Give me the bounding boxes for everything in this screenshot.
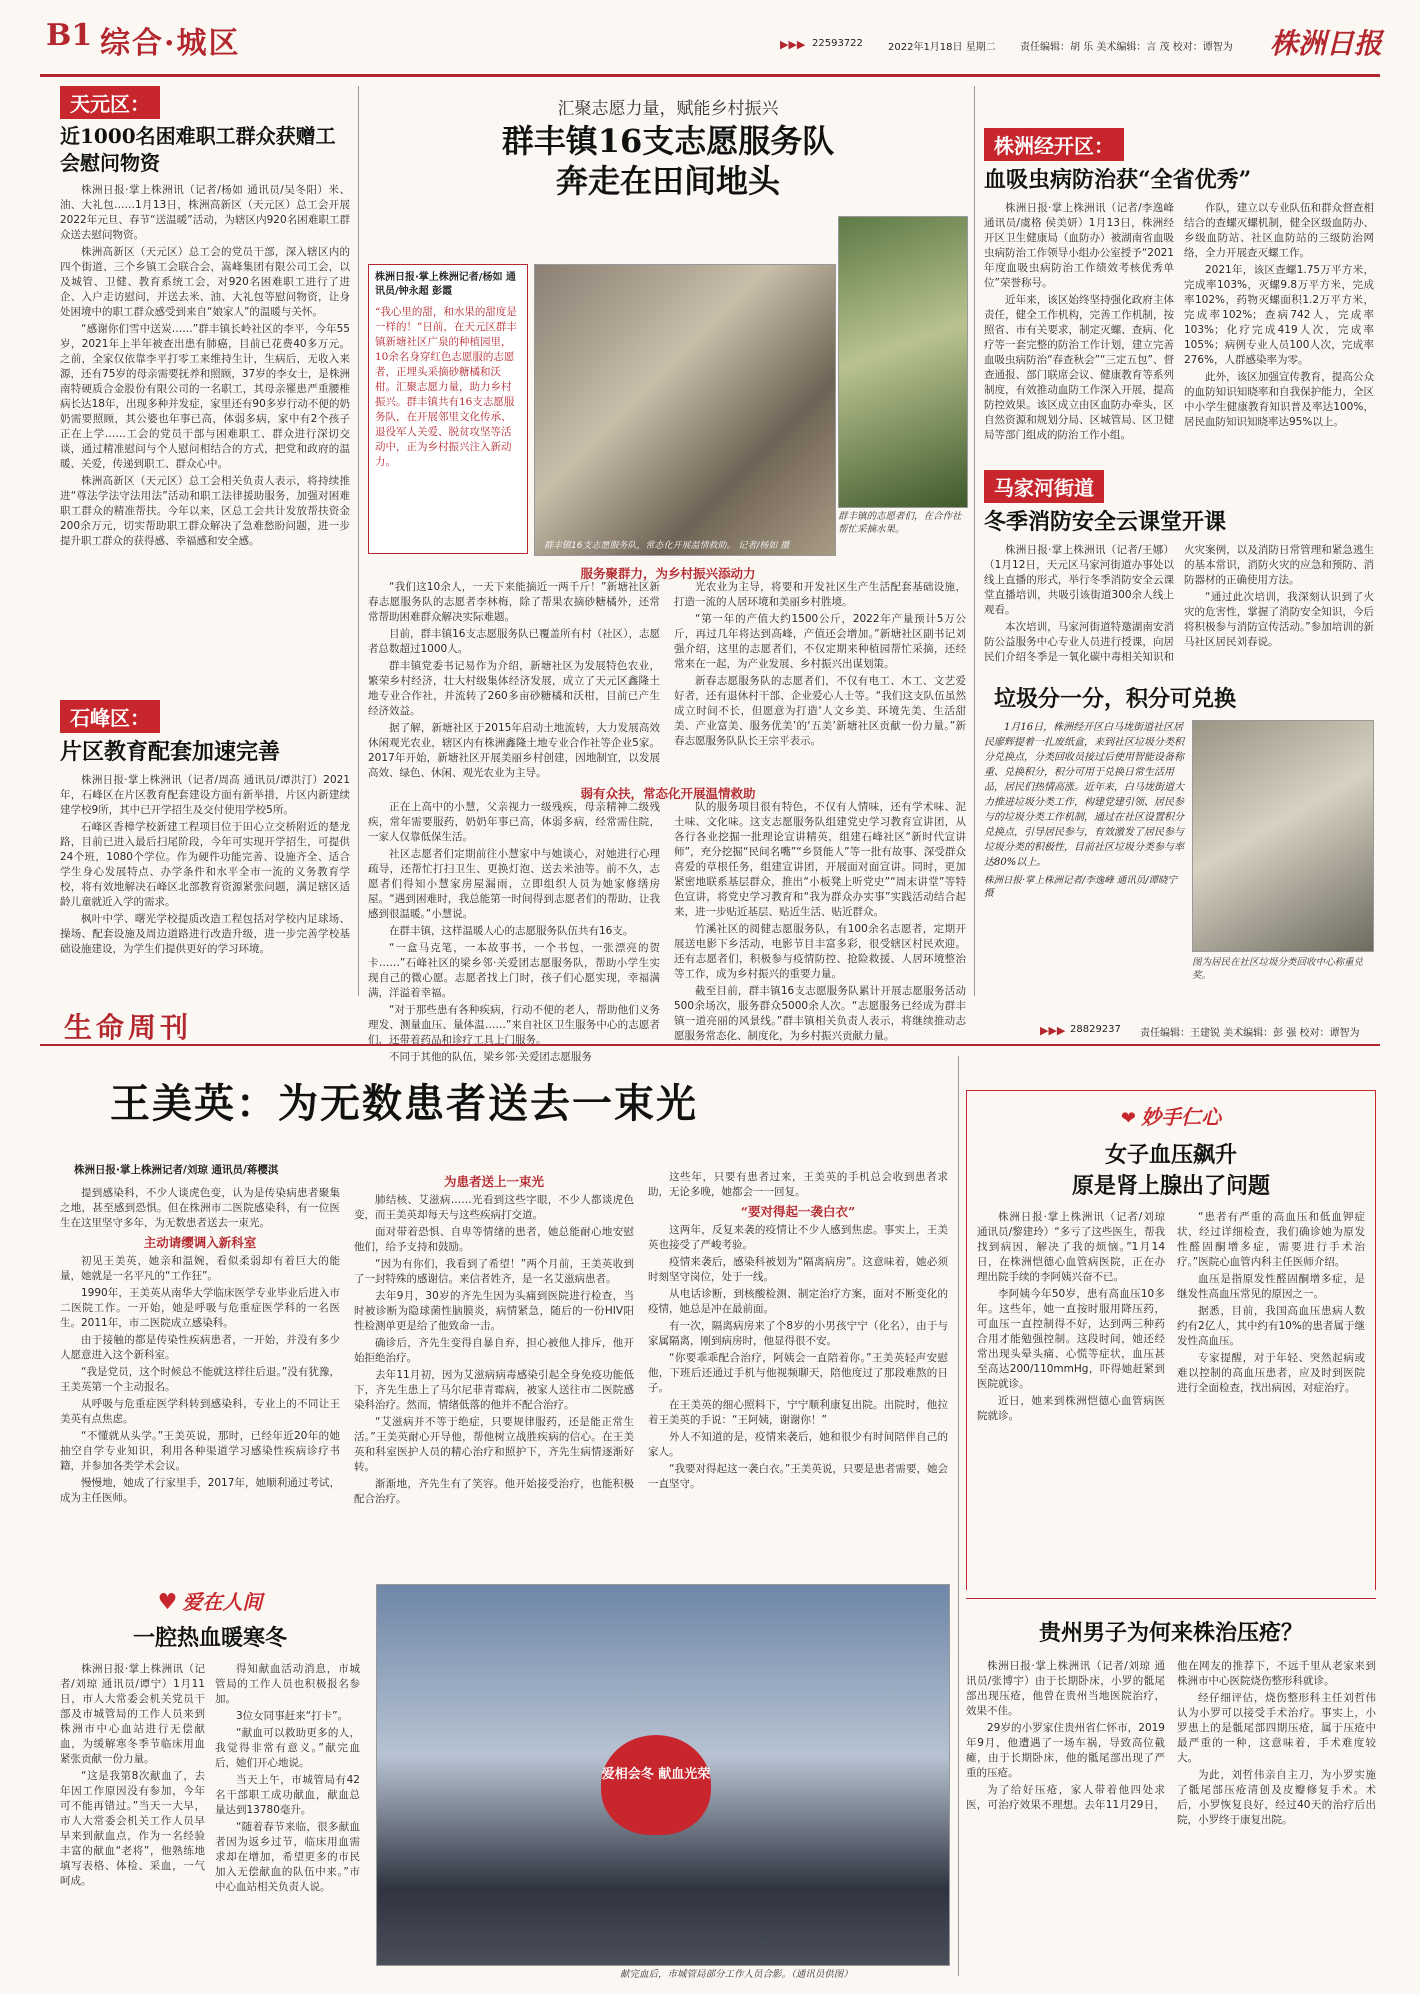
feature-col1-p2: 目前，群丰镇16支志愿服务队已覆盖所有村（社区），志愿者总数超过1000人。 <box>368 628 660 655</box>
kaifaqu-p1: 株洲日报·掌上株洲讯（记者/李逸峰 通讯员/虞格 侯美妍）1月13日，株洲经开区卫生健康局（血防办）被湖南省血吸虫病防治工作领导小组办公室授予“2021年度血吸虫病防治工作绩效考核优秀单位”荣誉称号。 <box>984 202 1174 289</box>
masthead-code: 22593722 <box>812 38 863 49</box>
section-title: 综合·城区 <box>100 26 241 61</box>
guizhou-p3: 为了给好压疮，家人带着他四处求医，可治疗效果不理想。去年11月29日，他在网友的推荐下，不远千里从老家来到株洲市中心医院烧伤整形科就诊。 <box>966 1660 1376 1811</box>
wang-col2-p4: 去年9月，30岁的齐先生因为头痛到医院进行检查，当时被诊断为隐球菌性脑膜炎，病情紧急，随后的一份HIV阳性检测单更是给了他致命一击。 <box>354 1290 634 1332</box>
majiahe-headline: 冬季消防安全云课堂开课 <box>984 509 1227 535</box>
wang-col3-b2: 疫情来袭后，感染科被划为“隔离病房”。这意味着，她必须时刻坚守岗位，处于一线。 <box>648 1256 948 1283</box>
blood-p1: 株洲日报·掌上株洲讯（记者/刘琼 通讯员/谭宁）1月11日，市人大常委会机关党员干部及市城管局的工作人员来到株洲市中心血站进行无偿献血，为缓解寒冬季节临床用血紧张贡献一份力量。 <box>60 1663 205 1765</box>
wang-col2-p8: 渐渐地，齐先生有了笑容。他开始接受治疗，也能积极配合治疗。 <box>354 1478 634 1505</box>
majiahe-p2: 本次培训，马家河街道特邀湖南安消防公益服务中心专业人员进行授课，向居民们介绍冬季是一氧化碳中毒相关知识和火灾案例，以及消防日常管理和紧急逃生的基本常识，消防火灾的应急和预防、消防器材的正确使用方法。 <box>984 544 1374 663</box>
feature-headline-1: 群丰镇16支志愿服务队 <box>501 122 835 160</box>
shifeng-article <box>60 700 350 959</box>
feature-col-3 <box>368 800 660 1063</box>
wang-col1-subhead: 主动请缨调入新科室 <box>143 1235 257 1250</box>
tianyuan-p1: 株洲日报·掌上株洲讯（记者/杨如 通讯员/吴冬阳）米、油、大礼包……1月13日，株洲高新区（天元区）总工会开展2022年元旦、春节“送温暖”活动，为辖区内920名困难职工群众送去慰问物资。 <box>60 184 350 241</box>
feature-photo-caption-2: 群丰镇的志愿者们，在合作社帮忙采摘水果。 <box>838 511 962 535</box>
shifeng-headline: 片区教育配套加速完善 <box>60 739 281 765</box>
feature-col1-p4: 据了解，新塘社区于2015年启动土地流转，大力发展高效休闲观光农业，辖区内有株洲鑫隆土地专业合作社等企业5家。2017年开始，新塘社区开展美丽乡村创建，因地制宜，以发展高效、绿色、休闲、观光农业为主导。 <box>368 722 660 779</box>
shifeng-p1: 株洲日报·掌上株洲讯（记者/周高 通讯员/谭洪汀）2021年，石峰区在片区教育配套建设方面有新举措，片区内新建续建学校9所，其中已开学招生及交付使用学校5所。 <box>60 774 350 816</box>
feature-subhead-1: 服务聚群力，为乡村振兴添动力 <box>580 566 756 581</box>
wang-col3-b1: 这两年，反复来袭的疫情让不少人感到焦虑。事实上，王美英也接受了严峻考验。 <box>648 1224 948 1251</box>
majiahe-article <box>984 470 1374 680</box>
masthead <box>0 0 1420 78</box>
garbage-headline: 垃圾分一分，积分可兑换 <box>994 686 1237 712</box>
guizhou-headline: 贵州男子为何来株治压疮？ <box>1038 1620 1303 1646</box>
life-code: 28829237 <box>1070 1024 1121 1035</box>
miaoshou-headline-1: 女子血压飙升 <box>1104 1142 1237 1168</box>
kaifaqu-tag: 株洲经开区： <box>984 128 1124 161</box>
wang-col2-p2: 面对带着恐惧、自卑等情绪的患者，她总能耐心地安慰他们，给予支持和鼓励。 <box>354 1226 634 1253</box>
wang-col3-b4: 有一次，隔离病房来了个8岁的小男孩宁宁（化名），由于与家属隔离，刚到病房时，他显得很不安。 <box>648 1320 948 1347</box>
guizhou-article <box>966 1598 1376 1978</box>
kaifaqu-p2: 近年来，该区始终坚持强化政府主体责任，健全工作机构，完善工作机制，按照省、市有关要求，制定灭螺、查病、化疗等一套完整的防治工作计划，建立完善血吸虫病防治“春查秋会”“三定五包”、督查通报、部门联席会议、健康教育等系列制度，有效推动血防工作深入开展，提高防控效果。该区成立由区血防办牵头，区自然资源和规划分局、区城管局、区卫健局等部门组成的防治工作小组。 <box>984 294 1174 441</box>
life-section-title: 生命周刊 <box>64 1011 193 1044</box>
miaoshou-p6: 据悉，目前，我国高血压患病人数约有2亿人，其中约有10%的患者属于继发性高血压。 <box>1177 1305 1365 1347</box>
majiahe-p3: “通过此次培训，我深刻认识到了火灾的危害性，掌握了消防安全知识，今后将积极参与消防宣传活动。”参加培训的新马社区居民刘春说。 <box>1184 591 1374 648</box>
feature-col-4 <box>674 800 966 1042</box>
feature-col2-p3: 新春志愿服务队的志愿者们，不仅有电工、木工、文艺爱好者，还有退休村干部、企业爱心人士等。“我们这支队伍虽然成立时间不长，但愿意为打造‘人文乡美、环境先美、生活甜美、产业富美、服务优美’的‘五美’新塘社区贡献一份力量。”新春志愿服务队队长王宗平表示。 <box>674 675 966 747</box>
tianyuan-headline: 近1000名困难职工群众获赠工会慰问物资 <box>60 124 336 175</box>
feature-col2-p1: 光农业为主导，将要和开发社区生产生活配套基础设施，打造一流的人居环境和美丽乡村胜境。 <box>674 581 966 608</box>
wang-col3-b5: “你要乖乖配合治疗，阿姨会一直陪着你。”王美英轻声安慰他，下班后还通过手机与他视频聊天，陪他度过了那段难熬的日子。 <box>648 1352 948 1394</box>
life-banner-rule <box>40 1044 1380 1046</box>
masthead-rule <box>40 74 1380 77</box>
blood-article <box>60 1580 360 1980</box>
blood-p7: “随着春节来临，很多献血者因为返乡过节，临床用血需求却在增加，希望更多的市民加入无偿献血的队伍中来。”市中心血站相关负责人说。 <box>215 1821 360 1893</box>
page-number: B1 <box>46 18 93 53</box>
blood-logo <box>60 1586 360 1615</box>
kaifaqu-body <box>984 201 1374 461</box>
kaifaqu-article <box>984 128 1374 468</box>
blood-p4: 3位女同事赶来“打卡”。 <box>236 1710 349 1722</box>
blood-body <box>60 1662 360 1962</box>
wang-col3-b6: 在王美英的细心照料下，宁宁顺利康复出院。出院时，他拉着王美英的手说：“王阿姨，谢谢你！” <box>648 1399 948 1426</box>
feature-col-2 <box>674 580 966 751</box>
wang-col3-b8: “我要对得起这一袭白衣。”王美英说，只要是患者需要，她会一直坚守。 <box>648 1463 948 1490</box>
wang-col1-p7: 慢慢地，她成了行家里手，2017年，她顺利通过考试，成为主任医师。 <box>60 1477 340 1504</box>
life-arrow-icon: ▶▶▶ <box>1040 1024 1066 1037</box>
miaoshou-p7: 专家提醒，对于年轻、突然起病或难以控制的高血压患者，应及时到医院进行全面检查，找出病因，对症治疗。 <box>1177 1352 1365 1394</box>
masthead-editor: 责任编辑：胡 乐 美术编辑：言 茂 校对：谭智为 <box>1020 42 1233 53</box>
tianyuan-p2: 株洲高新区（天元区）总工会的党员干部，深入辖区内的四个街道、三个乡镇工会联合会，嵩峰集团有限公司工会，以及城管、卫健、教育系统工会，对920名困难职工进行了进企、入户走访慰问，并送去米、油、大礼包等慰问物资，让身处困境中的职工群众感受到来自“娘家人”的温暖与关怀。 <box>60 246 350 318</box>
wang-col-3 <box>648 1170 948 1576</box>
garbage-credit: 株洲日报·掌上株洲记者/李逸峰 通讯员/谭晓宁 摄 <box>984 875 1177 899</box>
wang-col2-p5: 确诊后，齐先生变得自暴自弃，担心被他人排斥，他开始拒绝治疗。 <box>354 1337 634 1364</box>
wang-col2-p1: 肺结核、艾滋病……光看到这些字眼，不少人都谈虎色变，而王美英却每天与这些疾病打交道。 <box>354 1194 634 1221</box>
wang-col3-p1: 这些年，只要有患者过来，王美英的手机总会收到患者求助，无论多晚，她都会一一回复。 <box>648 1171 948 1198</box>
garbage-caption: 图为居民在社区垃圾分类回收中心称重兑奖。 <box>1192 957 1364 981</box>
miaoshou-p1: 株洲日报·掌上株洲讯（记者/刘琼 通讯员/黎建玲）“多亏了这些医生，帮我找到病因，解决了我的烦恼。”1月14日，在株洲恺德心血管病医院，正在办理出院手续的李阿姨兴奋不已。 <box>977 1211 1165 1283</box>
miaoshou-p3: 近日，她来到株洲恺德心血管病医院就诊。 <box>977 1395 1165 1422</box>
blood-p5: “献血可以救助更多的人，我觉得非常有意义。”献完血后，她们开心地说。 <box>215 1727 360 1769</box>
garbage-photo <box>1192 720 1374 952</box>
wang-col-2 <box>354 1170 634 1576</box>
life-editor: 责任编辑：王建锐 美术编辑：彭 强 校对：谭智为 <box>1140 1028 1360 1039</box>
guizhou-p2: 29岁的小罗家住贵州省仁怀市，2019年9月，他遭遇了一场车祸，导致高位截瘫，由于长期卧床，他的骶尾部出现了严重的压疮。 <box>966 1722 1165 1779</box>
wang-col1-p6: “不懂就从头学。”王美英说，那时，已经年近20年的她抽空自学专业知识，利用各种渠道学习感染性疾病诊疗书籍，并参加各类学术会议。 <box>60 1430 340 1472</box>
kaifaqu-p4: 2021年，该区查螺1.75万平方米，完成率103%，灭螺9.8万平方米，完成率102%，药物灭螺面积1.2万平方米，完成率102%；查病742人，完成率103%；化疗完成419人次，完成率105%；病例专业人员100人次，完成率276%，人群感染率为零。 <box>1184 264 1374 366</box>
wang-col-1 <box>60 1186 340 1576</box>
kaifaqu-headline: 血吸虫病防治获“全省优秀” <box>984 167 1252 193</box>
miaoshou-body <box>977 1210 1365 1570</box>
paper-logo: 株洲日报 <box>1270 27 1383 60</box>
feature-photo-side <box>838 216 968 508</box>
guizhou-rule <box>966 1598 1376 1599</box>
blood-p2: “这是我第8次献血了，去年因工作原因没有参加，今年可不能再错过。”当天一大早，市人大常委会机关工作人员早早来到献血点，作为一名经验丰富的献血“老将”，他熟练地填写表格、体检、采血，一气呵成。 <box>60 1770 205 1887</box>
miaoshou-headline-2: 原是肾上腺出了问题 <box>1071 1173 1270 1199</box>
miaoshou-article <box>966 1090 1376 1590</box>
wang-col3-subhead: “要对得起一袭白衣” <box>740 1204 856 1219</box>
wang-headline: 王美英：为无数患者送去一束光 <box>110 1080 698 1127</box>
tianyuan-p4: 株洲高新区（天元区）总工会相关负责人表示，将持续推进“尊法学法守法用法”活动和职工法律援助服务，加强对困难职工群众的精准帮扶。今年以来，区总工会共计发放帮扶资金200余万元，切实帮助职工群众解决了急难愁盼问题，进一步提升职工群众的获得感、幸福感和安全感。 <box>60 475 350 547</box>
feature-col1-p3: 群丰镇党委书记易作为介绍，新塘社区为发展特色农业，繁荣乡村经济，壮大村级集体经济发展，成立了天元区鑫隆土地专业合作社，并流转了260多亩砂糖橘和沃柑，目前已产生经济效益。 <box>368 660 660 717</box>
miaoshou-logo <box>977 1101 1365 1130</box>
tianyuan-body <box>60 183 350 549</box>
life-banner <box>40 1002 1380 1048</box>
feature-byline: 株洲日报·掌上株洲记者/杨如 通讯员/钟永超 彭霞 <box>375 272 516 297</box>
feature-col4-p2: 竹溪社区的阅健志愿服务队，有100余名志愿者，定期开展送电影下乡活动，电影节目丰富多彩，很受辖区村民欢迎。还有志愿者们，积极参与疫情防控、抢险救援、人居环境整治等工作，成为乡村振兴的重要力量。 <box>674 923 966 980</box>
blood-p6: 当天上午，市城管局有42名干部职工成功献血，献血总量达到13780毫升。 <box>215 1774 360 1816</box>
tianyuan-article <box>60 86 350 551</box>
blood-p3: 得知献血活动消息，市城管局的工作人员也积极报名参加。 <box>215 1663 360 1705</box>
feature-col3-p4: “一盒马克笔，一本故事书，一个书包，一张漂亮的贺卡……”石峰社区的梁乡邻·关爱团志愿服务队，帮助小学生实现自己的微心愿。志愿者找上门时，孩子们心愿实现，幸福满满，洋溢着幸福。 <box>368 942 660 999</box>
miaoshou-logo-text: 妙手仁心 <box>1141 1105 1222 1129</box>
column-divider-right <box>974 86 975 996</box>
blood-headline: 一腔热血暖寒冬 <box>132 1625 287 1651</box>
feature-kicker: 汇聚志愿力量，赋能乡村振兴 <box>557 99 779 119</box>
kaifaqu-p3: 作队，建立以专业队伍和群众督查相结合的查螺灭螺机制，健全区级血防办、乡级血防站、社区血防站的三级防治网络，全力开展查灭螺工作。 <box>1184 202 1374 259</box>
heart-badge-icon: ❤ <box>1120 1108 1136 1129</box>
feature-headline-2: 奔走在田间地头 <box>555 162 780 200</box>
wang-col1-p2: 1990年，王美英从南华大学临床医学专业毕业后进入市二医院工作。一开始，她是呼吸与危重症医学科的一名医生。2011年，市二医院成立感染科。 <box>60 1287 340 1329</box>
wang-col1-p1: 初见王美英，她亲和温婉，看似柔弱却有着巨大的能量，她就是一名平凡的“工作狂”。 <box>60 1255 340 1282</box>
blood-banner: 爱相会冬 献血光荣 <box>601 1735 711 1835</box>
garbage-article <box>984 684 1374 994</box>
wang-col1-p3: 由于接触的都是传染性疾病患者，一开始，并没有多少人愿意进入这个新科室。 <box>60 1334 340 1361</box>
wang-col2-p3: “因为有你们，我看到了希望！”两个月前，王美英收到了一封特殊的感谢信。来信者姓齐，是一名艾滋病患者。 <box>354 1258 634 1285</box>
wang-col1-p4: “我是党员，这个时候总不能就这样往后退。”没有犹豫，王美英第一个主动报名。 <box>60 1366 340 1393</box>
guizhou-p5: 为此，刘哲伟亲自主刀，为小罗实施了骶尾部压疮清创及皮瓣修复手术。术后，小罗恢复良好，经过40天的治疗后出院，小罗终于康复出院。 <box>1177 1769 1376 1826</box>
feature-intro: “我心里的甜，和水果的甜度是一样的！”日前，在天元区群丰镇新塘社区广泉的种植园里，10余名身穿红色志愿服的志愿者，正埋头采摘砂糖橘和沃柑。汇聚志愿力量，助力乡村振兴。群丰镇共有16支志愿服务队，在开展邻里文化传承、退役军人关爱、脱贫攻坚等活动中，正为乡村振兴注入新动力。 <box>375 306 517 468</box>
feature-col3-p3: 在群丰镇，这样温暖人心的志愿服务队伍共有16支。 <box>389 925 634 937</box>
shifeng-tag: 石峰区： <box>60 700 160 733</box>
feature-intro-box <box>368 264 528 554</box>
wang-col1-p5: 从呼吸与危重症医学科转到感染科，专业上的不同让王美英有点焦虑。 <box>60 1398 340 1425</box>
feature-col1-p1: “我们这10余人，一天下来能摘近一两千斤！”新塘社区新春志愿服务队的志愿者李林梅，除了帮果农摘砂糖橘外，还常常帮助困难群众解决实际难题。 <box>368 581 660 623</box>
column-divider-left <box>358 86 359 996</box>
guizhou-body <box>966 1659 1376 1959</box>
blood-photo <box>376 1584 950 1966</box>
masthead-arrow-icon: ▶▶▶ <box>780 38 806 51</box>
tianyuan-p3: “感谢你们雪中送炭……”群丰镇长岭社区的李平，今年55岁，2021年上半年被查出患有肺癌，目前已花费40多万元。之前，全家仅依靠李平打零工来维持生计，生病后，无收入来源，还有75岁的母亲需要抚养和照顾，37岁的李女士，是株洲南特硬质合金股份有限公司的一名职工，其母亲罹患严重腰椎病长达18年，出现多种并发症，家里还有90多岁行动不便的奶奶需要照顾，其公婆也年事已高，体弱多病，家中有2个孩子正在上学……工会的党员干部与困难职工、群众进行深切交谈，通过精准慰问与个人慰问相结合的方式，把党和政府的温暖、关爱，传递到职工、群众心中。 <box>60 323 350 470</box>
shifeng-p3: 枫叶中学、曙光学校提质改造工程包括对学校内足球场、操场、配套设施及周边道路进行改造升级，进一步完善学校基础设施建设，为学生们提供更好的学习环境。 <box>60 913 350 955</box>
feature-col3-p2: 社区志愿者们定期前往小慧家中与她谈心，对她进行心理疏导，还帮忙打扫卫生、更换灯泡、送去米油等。前不久，志愿者们得知小慧家房屋漏雨，立即组织人员为她家修缮房屋。“遇到困难时，我总能第一时间得到志愿者们的帮助，让我感到很温暖。”小慧说。 <box>368 848 660 920</box>
blood-logo-text: 爱在人间 <box>182 1590 263 1614</box>
shifeng-p2: 石峰区香樟学校新建工程项目位于田心立交桥附近的楚龙路，目前已进入最后扫尾阶段，今年可实现开学招生，可提供24个班，1080个学位。作为硬件功能完善、设施齐全、适合学生身心发展特点、办学条件和水平全市一流的义务教育学校，将有效地解决石峰区北部教育资源紧张问题，满足辖区适龄儿童就近入学的需求。 <box>60 821 350 908</box>
feature-col-1 <box>368 580 660 783</box>
wang-col2-p7: “艾滋病并不等于绝症，只要规律服药，还是能正常生活。”王美英耐心开导他，帮他树立战胜疾病的信心。在王美英和科室医护人员的精心治疗和照护下，齐先生病情逐渐好转。 <box>354 1416 634 1473</box>
feature-col3-p1: 正在上高中的小慧，父亲视力一级残疾，母亲精神二级残疾，常年需要服药，奶奶年事已高，体弱多病，经常需住院，一家人仅靠低保生活。 <box>368 801 660 843</box>
majiahe-body <box>984 543 1374 683</box>
feature-col4-p1: 队的服务项目很有特色，不仅有人情味，还有学术味、泥土味、文化味。这支志愿服务队组建党史学习教育宣讲团，从各行各业挖掘一批理论宣讲精英，组建石峰社区“新时代宣讲师”，充分挖掘“民间名嘴”“乡贤能人”等一批有故事、深受群众喜爱的草根任务，组建宣讲团，开展面对面宣讲。同时，更加紧密地联系基层群众，推出“小板凳上听党史”“周末讲堂”等特色宣讲，将党史学习教育和“我为群众办实事”实践活动结合起来，进一步贴近基层、贴近生活、贴近群众。 <box>674 801 966 918</box>
guizhou-p4: 经仔细评估，烧伤整形科主任刘哲伟认为小罗可以接受手术治疗。事实上，小罗患上的是骶尾部四期压疮，属于压疮中最严重的一种，这意味着，手术难度较大。 <box>1177 1692 1376 1764</box>
column-divider-lower <box>958 1056 959 1976</box>
feature-photo-main <box>534 264 836 556</box>
majiahe-p1: 株洲日报·掌上株洲讯（记者/王娜）（1月12日，天元区马家河街道办事处以线上直播的形式，举行冬季消防安全云课堂直播培训，共吸引该街道300余人线上观看。 <box>984 544 1174 616</box>
wang-col2-subhead: 为患者送上一束光 <box>443 1174 544 1189</box>
shifeng-body <box>60 773 350 957</box>
feature-col3-p6: 不同于其他的队伍，梁乡邻·关爱团志愿服务 <box>389 1051 592 1063</box>
garbage-text <box>984 720 1184 990</box>
wang-col1-intro: 提到感染科，不少人谈虎色变，认为是传染病患者聚集之地，甚至感到恐惧。但在株洲市二医院感染科，有一位医生在这里坚守多年，为无数患者送去一束光。 <box>60 1187 340 1229</box>
wang-byline: 株洲日报·掌上株洲记者/刘琼 通讯员/蒋樱淇 <box>74 1164 279 1176</box>
feature-col2-p2: “第一年的产值大约1500公斤，2022年产量预计5万公斤，再过几年将达到高峰，产值还会增加。”新塘社区副书记刘强介绍，这里的志愿者们，不仅定期来种植园帮忙采摘，还经常来在一起，为产业发展、乡村振兴出谋划策。 <box>674 613 966 670</box>
wang-article <box>60 1056 950 1576</box>
feature-photo-caption-1: 群丰镇16支志愿服务队，常态化开展温情救助。 记者/杨如 摄 <box>544 541 790 551</box>
majiahe-tag: 马家河街道 <box>984 470 1104 503</box>
tianyuan-tag: 天元区： <box>60 86 160 119</box>
wang-col3-b3: 从电话诊断，到核酸检测、制定治疗方案，面对不断变化的疫情，她总是冲在最前面。 <box>648 1288 948 1315</box>
garbage-body: 1月16日，株洲经开区白马垅街道社区居民廖辉提着一扎废纸盒，来到社区垃圾分类积分兑换点，分类回收员接过后使用智能设备称重、兑换积分，积分可用于兑换日常生活用品，居民们热情高涨。近年来，白马垅街道大力推进垃圾分类工作，构建党建引领、居民参与的垃圾分类工作机制，通过在社区设置积分兑换点，引导居民参与，有效激发了居民参与垃圾分类的积极性，目前社区垃圾分类参与率达80%以上。 <box>984 722 1184 868</box>
miaoshou-p4: “患者有严重的高血压和低血钾症状，经过详细检查，我们确诊她为原发性醛固酮增多症，需要进行手术治疗。”医院心血管内科主任医师介绍。 <box>1177 1211 1365 1268</box>
masthead-date: 2022年1月18日 星期二 <box>888 42 996 53</box>
miaoshou-p2: 李阿姨今年50岁，患有高血压10多年。这些年，她一直按时服用降压药，可血压一直控制得不好，达到两三种药合用才能勉强控制。这段时间，她还经常出现头晕头痛、心慌等症状，血压甚至高达200/110mmHg，吓得她赶紧到医院就诊。 <box>977 1288 1165 1390</box>
feature-article <box>368 86 968 1063</box>
feature-col3-p5: “对于那些患有各种疾病，行动不便的老人，帮助他们义务理发、测量血压、量体温……”来自社区卫生服务中心的志愿者们，还带着药品和诊疗工具上门服务。 <box>368 1004 660 1046</box>
blood-photo-caption: 献完血后，市城管局部分工作人员合影。（通讯员供图） <box>620 1969 853 1980</box>
wang-col2-p6: 去年11月初，因为艾滋病病毒感染引起全身免疫功能低下，齐先生患上了马尔尼菲青霉病，被家人送往市二医院感染科治疗。然而，情绪低落的他并不配合治疗。 <box>354 1369 634 1411</box>
feature-subhead-2: 弱有众扶，常态化开展温情救助 <box>580 786 756 801</box>
heart-icon: ♥ <box>157 1590 178 1615</box>
guizhou-p1: 株洲日报·掌上株洲讯（记者/刘琼 通讯员/张博宇）由于长期卧床，小罗的骶尾部出现压疮，他曾在贵州当地医院治疗，效果不佳。 <box>966 1660 1165 1717</box>
miaoshou-p5: 血压是指原发性醛固酮增多症，是继发性高血压常见的原因之一。 <box>1177 1273 1365 1300</box>
kaifaqu-p5: 此外，该区加强宣传教育，提高公众的血防知识知晓率和自我保护能力，全区中小学生健康教育知识普及率达100%，居民血防知识知晓率达95%以上。 <box>1184 371 1374 428</box>
feature-col4-p3: 截至目前，群丰镇16支志愿服务队累计开展志愿服务活动500余场次，服务群众5000余人次。“志愿服务已经成为群丰镇一道亮丽的风景线。”群丰镇相关负责人表示，将继续推动志愿服务常态化、制度化，为乡村振兴贡献力量。 <box>674 985 966 1042</box>
wang-col3-b7: 外人不知道的是，疫情来袭后，她和很少有时间陪伴自己的家人。 <box>648 1431 948 1458</box>
